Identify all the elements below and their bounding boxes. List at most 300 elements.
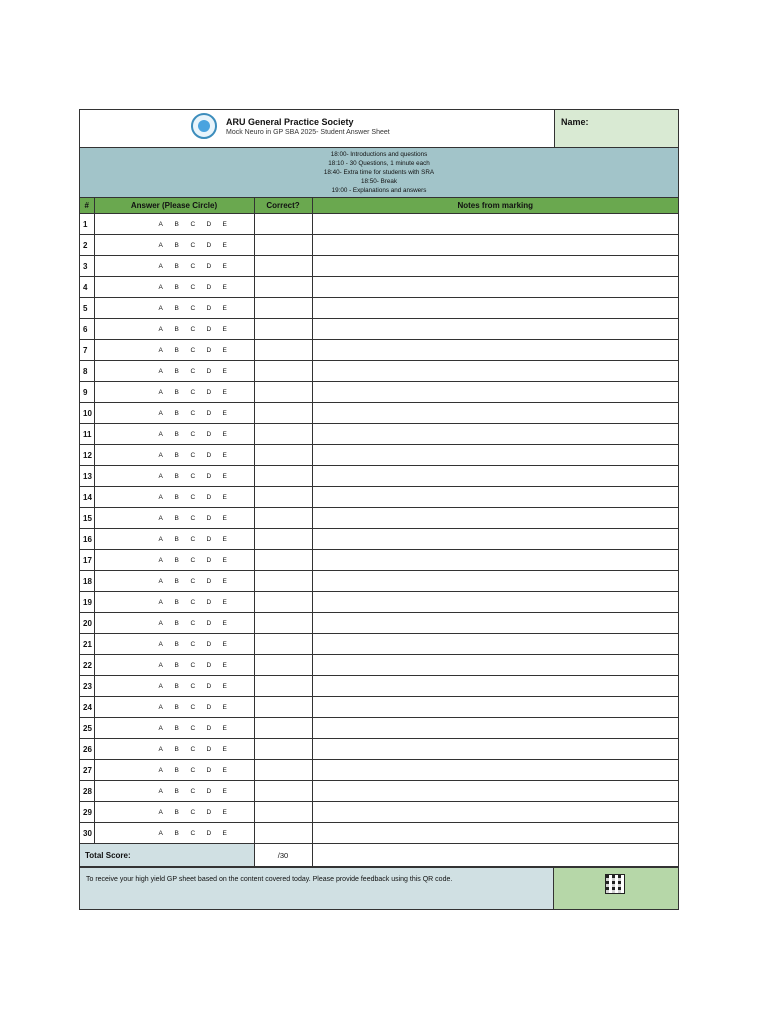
table-row — [80, 802, 678, 823]
answer-option[interactable]: A — [158, 556, 163, 564]
answer-options — [94, 508, 254, 529]
answer-option[interactable]: E — [222, 304, 227, 312]
answer-option[interactable]: E — [222, 451, 227, 459]
answer-option[interactable]: E — [222, 388, 227, 396]
answer-option[interactable]: C — [190, 724, 196, 732]
question-number: 19 — [80, 592, 94, 613]
answer-option[interactable]: C — [190, 493, 196, 501]
answer-option[interactable]: B — [174, 451, 179, 459]
table-row — [80, 361, 678, 382]
answer-option[interactable]: B — [174, 787, 179, 795]
table-row — [80, 634, 678, 655]
answer-option[interactable]: B — [174, 241, 179, 249]
correct-cell[interactable] — [254, 487, 312, 508]
answer-option[interactable]: D — [206, 514, 212, 522]
answer-option[interactable]: D — [206, 619, 212, 627]
answer-option[interactable]: B — [174, 388, 179, 396]
answer-options — [94, 802, 254, 823]
correct-cell[interactable] — [254, 466, 312, 487]
correct-cell[interactable] — [254, 256, 312, 277]
table-row — [80, 718, 678, 739]
answer-option[interactable]: C — [190, 766, 196, 774]
notes-cell[interactable] — [312, 508, 678, 529]
answer-option[interactable]: E — [222, 241, 227, 249]
answer-option[interactable]: B — [174, 409, 179, 417]
correct-cell[interactable] — [254, 592, 312, 613]
answer-option[interactable]: B — [174, 724, 179, 732]
answer-option[interactable]: C — [190, 535, 196, 543]
answer-option[interactable]: C — [190, 451, 196, 459]
notes-cell[interactable] — [312, 592, 678, 613]
answer-option[interactable]: B — [174, 766, 179, 774]
table-row — [80, 571, 678, 592]
answer-option[interactable]: D — [206, 325, 212, 333]
table-row — [80, 382, 678, 403]
answer-option[interactable]: C — [190, 304, 196, 312]
correct-cell[interactable] — [254, 529, 312, 550]
question-number: 22 — [80, 655, 94, 676]
schedule-line: 18:00- Introductions and questions — [330, 151, 428, 158]
correct-cell[interactable] — [254, 424, 312, 445]
answer-option[interactable]: D — [206, 766, 212, 774]
question-number: 23 — [80, 676, 94, 697]
answer-option[interactable]: A — [158, 808, 163, 816]
notes-cell[interactable] — [312, 781, 678, 802]
question-number: 24 — [80, 697, 94, 718]
table-row — [80, 760, 678, 781]
answer-option[interactable]: A — [158, 619, 163, 627]
answer-option[interactable]: A — [158, 430, 163, 438]
answer-option[interactable]: E — [222, 472, 227, 480]
table-row — [80, 676, 678, 697]
answer-option[interactable]: C — [190, 472, 196, 480]
answer-option[interactable]: B — [174, 829, 179, 837]
answer-option[interactable]: D — [206, 409, 212, 417]
answer-option[interactable]: D — [206, 724, 212, 732]
answer-option[interactable]: C — [190, 556, 196, 564]
notes-cell[interactable] — [312, 634, 678, 655]
answer-option[interactable]: B — [174, 640, 179, 648]
notes-cell[interactable] — [312, 550, 678, 571]
correct-cell[interactable] — [254, 277, 312, 298]
question-number: 28 — [80, 781, 94, 802]
answer-option[interactable]: A — [158, 703, 163, 711]
answer-option[interactable]: A — [158, 409, 163, 417]
answer-option[interactable]: A — [158, 829, 163, 837]
correct-cell[interactable] — [254, 403, 312, 424]
question-number: 29 — [80, 802, 94, 823]
answer-option[interactable]: A — [158, 682, 163, 690]
notes-cell[interactable] — [312, 403, 678, 424]
feedback-text: To receive your high yield GP sheet based on the content covered today. Please provide feedback using this QR code. — [80, 868, 553, 909]
sheet-header — [80, 110, 678, 148]
table-row — [80, 550, 678, 571]
answer-option[interactable]: E — [222, 682, 227, 690]
answer-option[interactable]: A — [158, 745, 163, 753]
answer-options — [94, 214, 254, 235]
answer-option[interactable]: C — [190, 787, 196, 795]
answer-options — [94, 571, 254, 592]
correct-cell[interactable] — [254, 361, 312, 382]
correct-cell[interactable] — [254, 340, 312, 361]
table-row — [80, 256, 678, 277]
answer-option[interactable]: C — [190, 241, 196, 249]
answer-option[interactable]: D — [206, 556, 212, 564]
answer-option[interactable]: E — [222, 787, 227, 795]
answer-options — [94, 382, 254, 403]
answer-option[interactable]: B — [174, 619, 179, 627]
notes-cell[interactable] — [312, 277, 678, 298]
answer-option[interactable]: B — [174, 598, 179, 606]
notes-cell[interactable] — [312, 319, 678, 340]
answer-option[interactable]: E — [222, 409, 227, 417]
correct-cell[interactable] — [254, 760, 312, 781]
answer-option[interactable]: E — [222, 493, 227, 501]
correct-cell[interactable] — [254, 508, 312, 529]
correct-cell[interactable] — [254, 802, 312, 823]
correct-cell[interactable] — [254, 550, 312, 571]
table-row — [80, 403, 678, 424]
notes-cell[interactable] — [312, 571, 678, 592]
answer-option[interactable]: E — [222, 703, 227, 711]
total-score-label: Total Score: — [80, 844, 254, 867]
question-number: 18 — [80, 571, 94, 592]
total-score-blank — [312, 844, 678, 867]
answer-option[interactable]: D — [206, 745, 212, 753]
answer-option[interactable]: A — [158, 325, 163, 333]
table-row — [80, 445, 678, 466]
answer-option[interactable]: A — [158, 535, 163, 543]
answer-option[interactable]: B — [174, 304, 179, 312]
answer-option[interactable]: B — [174, 325, 179, 333]
correct-cell[interactable] — [254, 298, 312, 319]
answer-option[interactable]: A — [158, 787, 163, 795]
answer-option[interactable]: A — [158, 451, 163, 459]
question-number: 3 — [80, 256, 94, 277]
answer-option[interactable]: D — [206, 598, 212, 606]
correct-cell[interactable] — [254, 613, 312, 634]
answer-option[interactable]: A — [158, 724, 163, 732]
answer-options — [94, 613, 254, 634]
answer-options — [94, 592, 254, 613]
answer-option[interactable]: A — [158, 283, 163, 291]
notes-cell[interactable] — [312, 361, 678, 382]
question-number: 27 — [80, 760, 94, 781]
answer-option[interactable]: C — [190, 598, 196, 606]
question-number: 26 — [80, 739, 94, 760]
answer-option[interactable]: D — [206, 829, 212, 837]
table-row — [80, 529, 678, 550]
notes-cell[interactable] — [312, 655, 678, 676]
schedule-line: 18:40- Extra time for students with SRA — [323, 169, 435, 176]
answer-option[interactable]: E — [222, 745, 227, 753]
answer-option[interactable]: D — [206, 262, 212, 270]
qr-cell — [553, 868, 678, 909]
schedule-line: 19:00 - Explanations and answers — [331, 187, 427, 194]
question-number: 17 — [80, 550, 94, 571]
notes-cell[interactable] — [312, 340, 678, 361]
answer-option[interactable]: B — [174, 535, 179, 543]
notes-cell[interactable] — [312, 487, 678, 508]
correct-cell[interactable] — [254, 781, 312, 802]
notes-cell[interactable] — [312, 466, 678, 487]
question-number: 30 — [80, 823, 94, 844]
answer-options — [94, 256, 254, 277]
answer-option[interactable]: C — [190, 325, 196, 333]
answer-options — [94, 529, 254, 550]
table-row — [80, 823, 678, 844]
table-row — [80, 487, 678, 508]
answer-option[interactable]: B — [174, 262, 179, 270]
correct-cell[interactable] — [254, 634, 312, 655]
answer-option[interactable]: D — [206, 367, 212, 375]
answer-options — [94, 403, 254, 424]
answer-options — [94, 823, 254, 844]
answer-option[interactable]: A — [158, 241, 163, 249]
schedule-line: 18:50- Break — [360, 178, 398, 185]
answer-option[interactable]: C — [190, 367, 196, 375]
answer-option[interactable]: B — [174, 430, 179, 438]
answer-option[interactable]: B — [174, 472, 179, 480]
question-number: 20 — [80, 613, 94, 634]
question-number: 25 — [80, 718, 94, 739]
answer-options — [94, 445, 254, 466]
answer-options — [94, 319, 254, 340]
answer-option[interactable]: E — [222, 766, 227, 774]
answer-option[interactable]: A — [158, 388, 163, 396]
answer-option[interactable]: E — [222, 577, 227, 585]
notes-cell[interactable] — [312, 529, 678, 550]
answer-options — [94, 718, 254, 739]
answer-option[interactable]: D — [206, 241, 212, 249]
sheet-title: ARU General Practice Society — [226, 117, 354, 127]
answer-option[interactable]: D — [206, 640, 212, 648]
answer-option[interactable]: A — [158, 493, 163, 501]
answer-option[interactable]: B — [174, 661, 179, 669]
answer-options — [94, 277, 254, 298]
schedule-block — [80, 148, 678, 198]
answer-options — [94, 760, 254, 781]
answer-option[interactable]: D — [206, 388, 212, 396]
table-row — [80, 508, 678, 529]
notes-cell[interactable] — [312, 424, 678, 445]
answer-option[interactable]: C — [190, 220, 196, 228]
table-row — [80, 613, 678, 634]
answer-option[interactable]: E — [222, 619, 227, 627]
answer-options — [94, 298, 254, 319]
question-number: 15 — [80, 508, 94, 529]
answer-option[interactable]: E — [222, 220, 227, 228]
answer-option[interactable]: C — [190, 703, 196, 711]
answer-option[interactable]: E — [222, 661, 227, 669]
answer-option[interactable]: D — [206, 787, 212, 795]
answer-option[interactable]: A — [158, 220, 163, 228]
correct-cell[interactable] — [254, 571, 312, 592]
answer-option[interactable]: C — [190, 577, 196, 585]
answer-option[interactable]: D — [206, 661, 212, 669]
answer-option[interactable]: D — [206, 808, 212, 816]
answer-options — [94, 340, 254, 361]
answer-option[interactable]: C — [190, 661, 196, 669]
question-number: 10 — [80, 403, 94, 424]
answer-options — [94, 697, 254, 718]
answer-option[interactable]: A — [158, 472, 163, 480]
question-number: 14 — [80, 487, 94, 508]
answer-option[interactable]: D — [206, 220, 212, 228]
schedule-line: 18:10 - 30 Questions, 1 minute each — [328, 160, 430, 167]
question-number: 1 — [80, 214, 94, 235]
correct-cell[interactable] — [254, 697, 312, 718]
answer-option[interactable]: E — [222, 535, 227, 543]
col-header-correct: Correct? — [254, 198, 312, 214]
correct-cell[interactable] — [254, 235, 312, 256]
notes-cell[interactable] — [312, 802, 678, 823]
answer-option[interactable]: C — [190, 682, 196, 690]
answer-option[interactable]: B — [174, 220, 179, 228]
answer-option[interactable]: C — [190, 388, 196, 396]
table-row — [80, 277, 678, 298]
table-row — [80, 235, 678, 256]
answer-option[interactable]: D — [206, 682, 212, 690]
table-row — [80, 298, 678, 319]
answer-option[interactable]: E — [222, 556, 227, 564]
answer-option[interactable]: C — [190, 430, 196, 438]
table-row — [80, 592, 678, 613]
answer-option[interactable]: D — [206, 304, 212, 312]
answer-option[interactable]: C — [190, 808, 196, 816]
notes-cell[interactable] — [312, 382, 678, 403]
answer-option[interactable]: E — [222, 325, 227, 333]
answer-option[interactable]: D — [206, 703, 212, 711]
correct-cell[interactable] — [254, 739, 312, 760]
answer-option[interactable]: B — [174, 745, 179, 753]
answer-option[interactable]: D — [206, 472, 212, 480]
total-score-value[interactable]: /30 — [254, 844, 312, 867]
question-number: 9 — [80, 382, 94, 403]
answer-option[interactable]: B — [174, 346, 179, 354]
notes-cell[interactable] — [312, 214, 678, 235]
answer-option[interactable]: D — [206, 535, 212, 543]
answer-option[interactable]: C — [190, 619, 196, 627]
notes-cell[interactable] — [312, 697, 678, 718]
answer-option[interactable]: E — [222, 430, 227, 438]
answer-option[interactable]: A — [158, 262, 163, 270]
answer-option[interactable]: C — [190, 640, 196, 648]
name-field[interactable] — [554, 110, 678, 147]
correct-cell[interactable] — [254, 718, 312, 739]
answer-options — [94, 655, 254, 676]
answer-option[interactable]: A — [158, 577, 163, 585]
answer-option[interactable]: C — [190, 829, 196, 837]
answer-option[interactable]: B — [174, 493, 179, 501]
answer-option[interactable]: A — [158, 766, 163, 774]
answer-option[interactable]: D — [206, 451, 212, 459]
answer-option[interactable]: C — [190, 745, 196, 753]
notes-cell[interactable] — [312, 676, 678, 697]
notes-cell[interactable] — [312, 256, 678, 277]
answer-option[interactable]: C — [190, 283, 196, 291]
answer-option[interactable]: E — [222, 283, 227, 291]
answer-option[interactable]: D — [206, 493, 212, 501]
correct-cell[interactable] — [254, 676, 312, 697]
notes-cell[interactable] — [312, 718, 678, 739]
table-row — [80, 424, 678, 445]
answer-option[interactable]: B — [174, 682, 179, 690]
answer-options — [94, 739, 254, 760]
answer-sheet — [79, 109, 679, 910]
answer-option[interactable]: A — [158, 661, 163, 669]
answer-option[interactable]: D — [206, 430, 212, 438]
answer-option[interactable]: E — [222, 724, 227, 732]
question-number: 8 — [80, 361, 94, 382]
answer-option[interactable]: E — [222, 367, 227, 375]
answer-option[interactable]: E — [222, 640, 227, 648]
correct-cell[interactable] — [254, 214, 312, 235]
answer-option[interactable]: A — [158, 367, 163, 375]
answer-option[interactable]: D — [206, 346, 212, 354]
answer-option[interactable]: A — [158, 514, 163, 522]
answer-option[interactable]: C — [190, 346, 196, 354]
notes-cell[interactable] — [312, 613, 678, 634]
correct-cell[interactable] — [254, 319, 312, 340]
notes-cell[interactable] — [312, 445, 678, 466]
answer-option[interactable]: B — [174, 703, 179, 711]
notes-cell[interactable] — [312, 235, 678, 256]
answer-option[interactable]: E — [222, 346, 227, 354]
answer-option[interactable]: A — [158, 346, 163, 354]
answer-option[interactable]: A — [158, 598, 163, 606]
qr-code-icon[interactable] — [606, 875, 624, 893]
answer-option[interactable]: A — [158, 304, 163, 312]
question-number: 6 — [80, 319, 94, 340]
answer-option[interactable]: B — [174, 577, 179, 585]
answer-options — [94, 466, 254, 487]
answer-option[interactable]: B — [174, 556, 179, 564]
notes-cell[interactable] — [312, 823, 678, 844]
question-number: 4 — [80, 277, 94, 298]
answer-option[interactable]: D — [206, 577, 212, 585]
answer-option[interactable]: E — [222, 262, 227, 270]
answer-option[interactable]: E — [222, 808, 227, 816]
notes-cell[interactable] — [312, 739, 678, 760]
correct-cell[interactable] — [254, 382, 312, 403]
table-row — [80, 781, 678, 802]
correct-cell[interactable] — [254, 445, 312, 466]
answer-option[interactable]: E — [222, 829, 227, 837]
answer-option[interactable]: B — [174, 808, 179, 816]
correct-cell[interactable] — [254, 823, 312, 844]
notes-cell[interactable] — [312, 760, 678, 781]
answer-options — [94, 676, 254, 697]
table-row — [80, 319, 678, 340]
answer-option[interactable]: C — [190, 514, 196, 522]
answer-option[interactable]: E — [222, 598, 227, 606]
feedback-footer — [80, 867, 678, 909]
notes-cell[interactable] — [312, 298, 678, 319]
answer-option[interactable]: C — [190, 409, 196, 417]
answer-option[interactable]: A — [158, 640, 163, 648]
answer-options — [94, 235, 254, 256]
answer-option[interactable]: B — [174, 367, 179, 375]
answer-options — [94, 634, 254, 655]
answer-option[interactable]: C — [190, 262, 196, 270]
answer-option[interactable]: B — [174, 283, 179, 291]
answer-option[interactable]: B — [174, 514, 179, 522]
question-number: 7 — [80, 340, 94, 361]
answer-option[interactable]: D — [206, 283, 212, 291]
answer-option[interactable]: E — [222, 514, 227, 522]
correct-cell[interactable] — [254, 655, 312, 676]
